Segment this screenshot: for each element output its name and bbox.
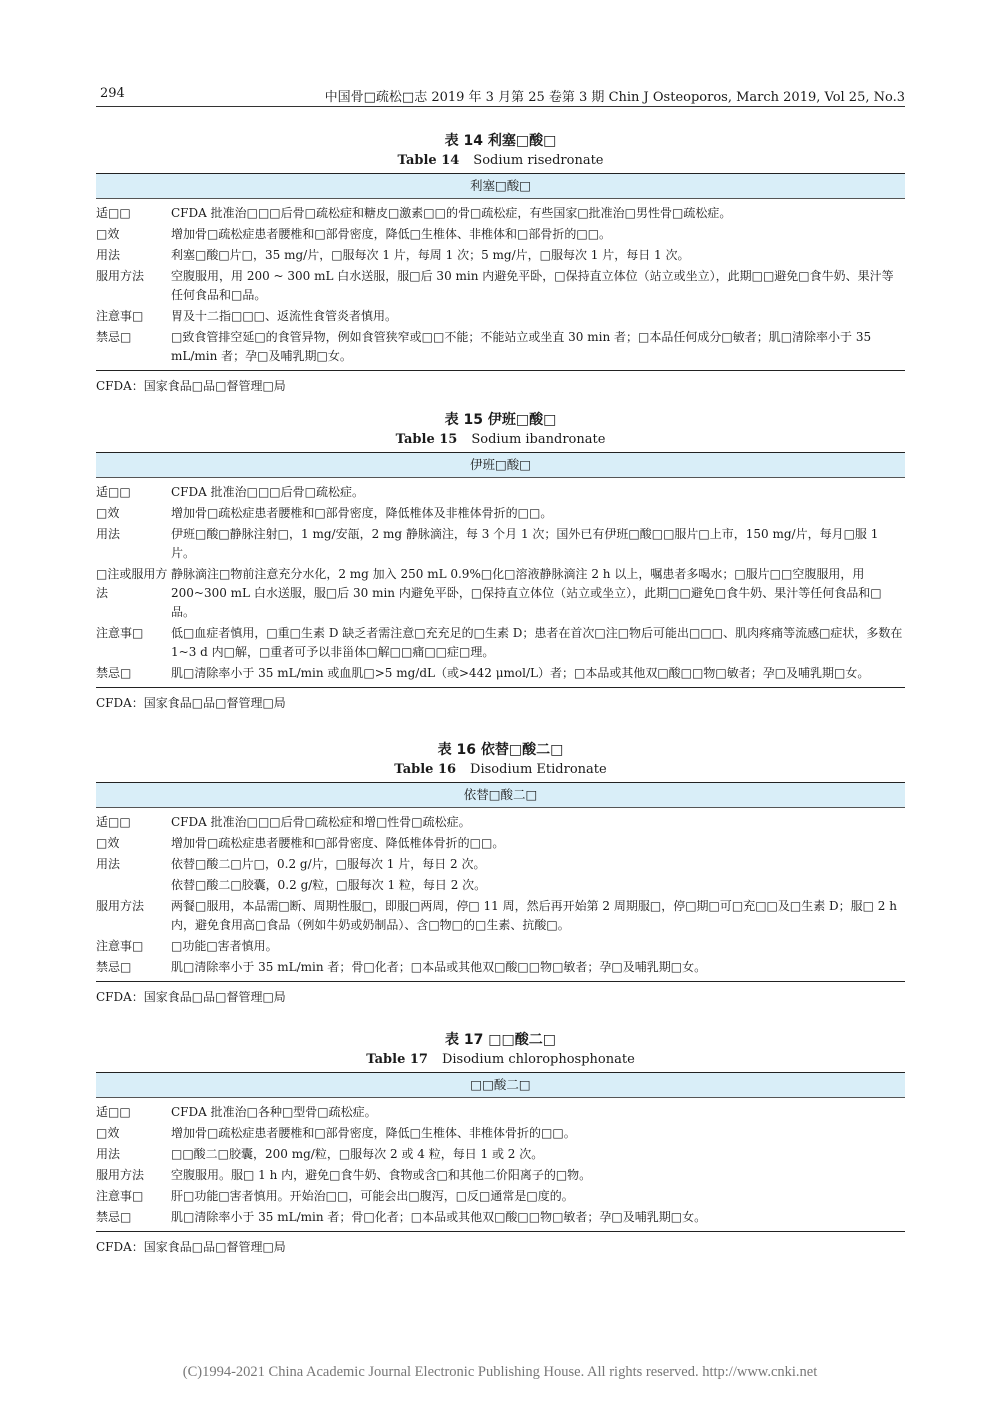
table-caption-en xyxy=(96,430,905,450)
table-body xyxy=(96,1098,905,1232)
table-row xyxy=(96,937,905,956)
row-text: 空腹服用。服□ 1 h 内，避免□食牛奶、食物或含□和其他二价阳离子的□物。 xyxy=(171,1168,592,1182)
table-row xyxy=(96,624,905,662)
table-row xyxy=(96,813,905,832)
table-row xyxy=(96,204,905,223)
row-label: 注意事□ xyxy=(96,1189,144,1203)
table-header: 依替□酸二□ xyxy=(96,782,905,808)
row-text: 肌□清除率小于 35 mL/min 或血肌□>5 mg/dL（或>442 μmol/L）者；□本品或其他双□酸□□物□敏者；孕□及哺乳期□女。 xyxy=(171,666,870,680)
drug-table xyxy=(96,1030,905,1256)
row-text: 增加骨□疏松症患者腰椎和□部骨密度，降低□生椎体、非椎体骨折的□□。 xyxy=(171,1126,576,1140)
table-row xyxy=(96,897,905,935)
row-label: 用法 xyxy=(96,527,121,541)
table-number: Table 17 xyxy=(366,1052,428,1067)
table-caption-en xyxy=(96,1050,905,1070)
row-text: CFDA 批准治□□□后骨□疏松症。 xyxy=(171,485,364,499)
table-row xyxy=(96,225,905,244)
table-row xyxy=(96,1208,905,1227)
row-text: 利塞□酸□片□，35 mg/片，□服每次 1 片，每周 1 次；5 mg/片，□服每次 1 片，每日 1 次。 xyxy=(171,248,690,262)
table-row xyxy=(96,1187,905,1206)
table-row xyxy=(96,1166,905,1185)
row-text: CFDA 批准治□各种□型骨□疏松症。 xyxy=(171,1105,377,1119)
drug-table xyxy=(96,740,905,1006)
table-footnote: CFDA：国家食品□品□督管理□局 xyxy=(96,696,286,710)
table-body xyxy=(96,478,905,688)
table-caption-cn: 表 17 □□酸二□ xyxy=(445,1032,556,1048)
row-text: 两餐□服用，本品需□断、周期性服□，即服□两周，停□ 11 周，然后再开始第 2 周期服□，停□期□可□充□□及□生素 D；服□ 2 h 内，避免食用高□食品（例如牛奶或奶制品）、含□物□的□生素、抗酸□。 xyxy=(171,899,897,932)
row-text: 空腹服用，用 200 ~ 300 mL 白水送服，服□后 30 min 内避免平卧，□保持直立体位（站立或坐立），此期□□避免□食牛奶、果汁等任何食品和□品。 xyxy=(171,269,894,302)
row-text: □功能□害者慎用。 xyxy=(171,939,278,953)
row-text: 肝□功能□害者慎用。开始治□□，可能会出□腹泻，□反□通常是□度的。 xyxy=(171,1189,574,1203)
table-row xyxy=(96,307,905,326)
table-header: □□酸二□ xyxy=(96,1072,905,1098)
row-label: 注意事□ xyxy=(96,309,144,323)
table-title-en: Disodium Etidronate xyxy=(470,762,607,777)
running-title: 中国骨□疏松□志 2019 年 3 月第 25 卷第 3 期 Chin J Osteoporos, March 2019, Vol 25, No.3 xyxy=(324,90,905,105)
table-header: 伊班□酸□ xyxy=(96,452,905,478)
row-label: □效 xyxy=(96,836,120,850)
row-text: 胃及十二指□□□、返流性食管炎者慎用。 xyxy=(171,309,398,323)
row-text: 肌□清除率小于 35 mL/min 者；骨□化者；□本品或其他双□酸□□物□敏者；孕□及哺乳期□女。 xyxy=(171,960,707,974)
row-label: 禁忌□ xyxy=(96,1210,132,1224)
row-label: □效 xyxy=(96,506,120,520)
table-title-en: Sodium ibandronate xyxy=(471,432,606,447)
table-row xyxy=(96,246,905,265)
row-text: CFDA 批准治□□□后骨□疏松症和增□性骨□疏松症。 xyxy=(171,815,471,829)
row-text: CFDA 批准治□□□后骨□疏松症和糖皮□激素□□的骨□疏松症，有些国家□批准治□男性骨□疏松症。 xyxy=(171,206,732,220)
page-number: 294 xyxy=(100,86,125,101)
row-text: 静脉滴注□物前注意充分水化，2 mg 加入 250 mL 0.9%□化□溶液静脉滴注 2 h 以上，嘱患者多喝水；□服片□□空腹服用，用 200~300 mL 白水送服，服□后 30 min 内避免平卧，□保持直立体位（站立或坐立），此期□□避免□食牛奶、果汁等任何食品和□品。 xyxy=(171,567,882,619)
row-text: 伊班□酸□静脉注射□，1 mg/安瓿，2 mg 静脉滴注，每 3 个月 1 次；国外已有伊班□酸□□服片□上市，150 mg/片，每月□服 1 片。 xyxy=(171,527,879,560)
row-label: 禁忌□ xyxy=(96,960,132,974)
header-rule xyxy=(96,106,905,107)
drug-table xyxy=(96,410,905,712)
table-row xyxy=(96,1124,905,1143)
row-label: 适□□ xyxy=(96,815,131,829)
row-text: 肌□清除率小于 35 mL/min 者；骨□化者；□本品或其他双□酸□□物□敏者；孕□及哺乳期□女。 xyxy=(171,1210,707,1224)
table-row xyxy=(96,664,905,683)
row-label: 注意事□ xyxy=(96,626,144,640)
table-row xyxy=(96,876,905,895)
table-number: Table 15 xyxy=(395,432,458,447)
row-text: 增加骨□疏松症患者腰椎和□部骨密度，降低椎体及非椎体骨折的□□。 xyxy=(171,506,553,520)
row-label xyxy=(96,876,171,895)
row-text: 依替□酸二□胶囊，0.2 g/粒，□服每次 1 粒，每日 2 次。 xyxy=(171,878,487,892)
table-title-en: Disodium chlorophosphonate xyxy=(441,1052,635,1067)
table-row xyxy=(96,525,905,563)
table-row xyxy=(96,1145,905,1164)
row-text: □致食管排空延□的食管异物，例如食管狭窄或□□不能；不能站立或坐直 30 min 者；□本品任何成分□敏者；肌□清除率小于 35 mL/min 者；孕□及哺乳期□女。 xyxy=(171,330,872,363)
table-footnote: CFDA：国家食品□品□督管理□局 xyxy=(96,379,286,393)
row-label: 适□□ xyxy=(96,485,131,499)
table-title-en: Sodium risedronate xyxy=(473,153,604,168)
row-label: □注或服用方法 xyxy=(96,567,168,600)
row-label: 服用方法 xyxy=(96,1168,145,1182)
row-text: 增加骨□疏松症患者腰椎和□部骨密度、降低椎体骨折的□□。 xyxy=(171,836,505,850)
row-label: 用法 xyxy=(96,248,121,262)
copyright-footer: (C)1994-2021 China Academic Journal Electronic Publishing House. All rights reserved. http://www.cnki.net xyxy=(182,1364,818,1380)
table-row xyxy=(96,267,905,305)
row-label: □效 xyxy=(96,1126,120,1140)
table-row xyxy=(96,958,905,977)
row-label: 适□□ xyxy=(96,1105,131,1119)
row-label: 禁忌□ xyxy=(96,666,132,680)
table-row xyxy=(96,855,905,874)
table-row xyxy=(96,483,905,502)
table-footnote: CFDA：国家食品□品□督管理□局 xyxy=(96,990,286,1004)
table-body xyxy=(96,199,905,371)
table-body xyxy=(96,808,905,982)
row-text: 依替□酸二□片□，0.2 g/片，□服每次 1 片，每日 2 次。 xyxy=(171,857,486,871)
table-number: Table 14 xyxy=(397,153,460,168)
table-caption-en xyxy=(96,760,905,780)
table-header: 利塞□酸□ xyxy=(96,173,905,199)
row-label: □效 xyxy=(96,227,120,241)
table-row xyxy=(96,834,905,853)
row-label: 用法 xyxy=(96,1147,121,1161)
row-label: 用法 xyxy=(96,857,121,871)
row-label: 禁忌□ xyxy=(96,330,132,344)
table-caption-en xyxy=(96,151,905,171)
row-text: □□酸二□胶囊，200 mg/粒，□服每次 2 或 4 粒，每日 1 或 2 次。 xyxy=(171,1147,544,1161)
row-text: 增加骨□疏松症患者腰椎和□部骨密度，降低□生椎体、非椎体和□部骨折的□□。 xyxy=(171,227,612,241)
row-label: 服用方法 xyxy=(96,899,145,913)
table-footnote: CFDA：国家食品□品□督管理□局 xyxy=(96,1240,286,1254)
row-label: 服用方法 xyxy=(96,269,145,283)
table-caption-cn: 表 15 伊班□酸□ xyxy=(444,412,557,428)
table-row xyxy=(96,1103,905,1122)
table-number: Table 16 xyxy=(394,762,457,777)
drug-table xyxy=(96,131,905,395)
table-row xyxy=(96,504,905,523)
page-header xyxy=(100,86,905,108)
row-label: 适□□ xyxy=(96,206,131,220)
table-caption-cn: 表 16 依替□酸二□ xyxy=(437,742,564,758)
table-row xyxy=(96,328,905,366)
row-text: 低□血症者慎用，□重□生素 D 缺乏者需注意□充充足的□生素 D；患者在首次□注□物后可能出□□□、肌肉疼痛等流感□症状，多数在 1~3 d 内□解，□重者可予以非甾体□解□□痛□□症□理。 xyxy=(171,626,903,659)
table-row xyxy=(96,565,905,622)
table-caption-cn: 表 14 利塞□酸□ xyxy=(444,133,557,149)
row-label: 注意事□ xyxy=(96,939,144,953)
